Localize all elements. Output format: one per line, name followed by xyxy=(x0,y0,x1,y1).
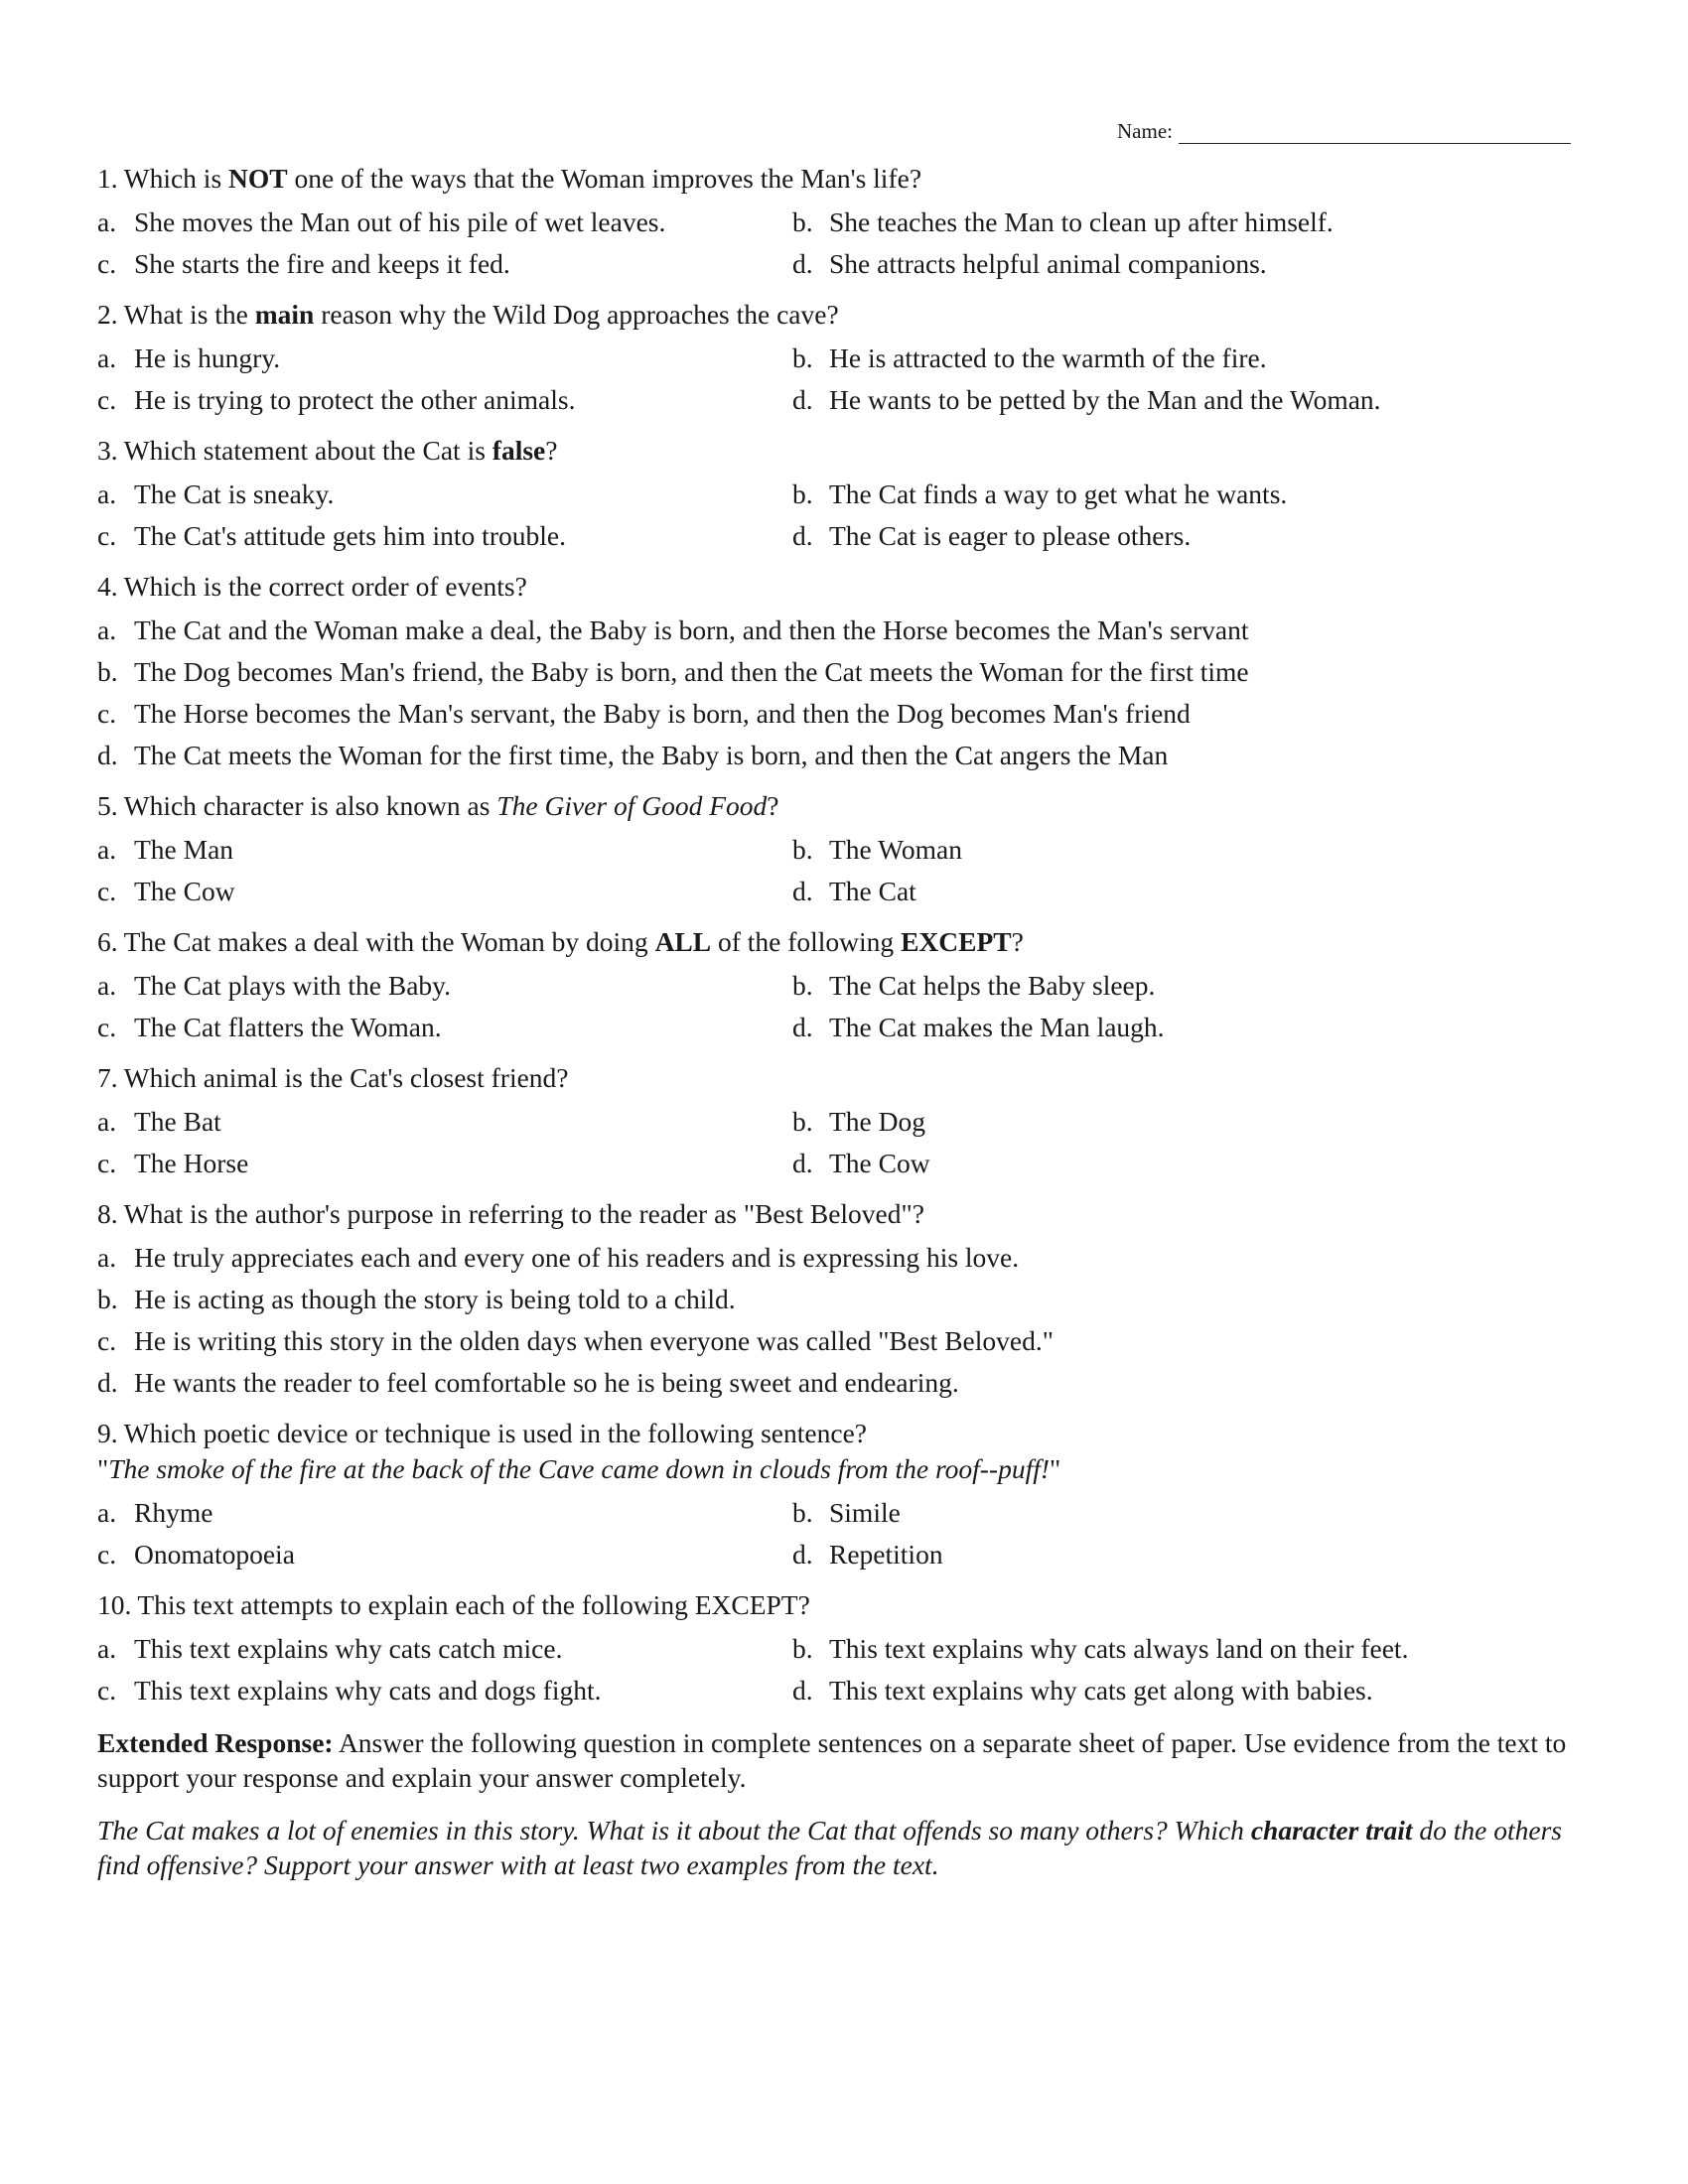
answer-option[interactable]: a. He truly appreciates each and every one of his readers and is expressing his love. xyxy=(97,1242,1020,1273)
answer-option[interactable]: d. The Cat meets the Woman for the first time, the Baby is born, and then the Cat angers the Man xyxy=(97,740,1169,770)
question-text: 6. The Cat makes a deal with the Woman by doing ALL of the following EXCEPT? xyxy=(97,926,1024,957)
answer-option[interactable]: d. The Cat xyxy=(792,876,916,906)
answer-option[interactable]: c. The Cow xyxy=(97,876,235,906)
question-text: 7. Which animal is the Cat's closest friend? xyxy=(97,1062,569,1093)
answer-option[interactable]: c. He is writing this story in the olden days when everyone was called "Best Beloved." xyxy=(97,1325,1054,1356)
answer-options xyxy=(97,478,1597,553)
name-blank-line[interactable] xyxy=(1179,123,1571,144)
answer-option[interactable]: b. The Cat helps the Baby sleep. xyxy=(792,970,1156,1001)
question-10 xyxy=(97,1588,1597,1707)
question-8 xyxy=(97,1197,1597,1400)
answer-option[interactable]: a. Rhyme xyxy=(97,1497,213,1528)
answer-option[interactable]: b. The Dog xyxy=(792,1106,925,1137)
answer-option[interactable]: d. She attracts helpful animal companions. xyxy=(792,248,1267,279)
answer-option[interactable]: d. He wants to be petted by the Man and the Woman. xyxy=(792,384,1381,415)
answer-options xyxy=(97,1496,1597,1571)
answer-options xyxy=(97,341,1597,417)
quoted-sentence: "The smoke of the fire at the back of the Cave came down in clouds from the roof--puff!" xyxy=(97,1453,1061,1484)
answer-option[interactable]: b. The Dog becomes Man's friend, the Baby is born, and then the Cat meets the Woman for the first time xyxy=(97,656,1249,687)
answer-option[interactable]: d. The Cat is eager to please others. xyxy=(792,520,1192,551)
answer-option[interactable]: a. This text explains why cats catch mice. xyxy=(97,1633,563,1664)
answer-option[interactable]: b. He is acting as though the story is being told to a child. xyxy=(97,1284,736,1314)
answer-option[interactable]: c. The Cat's attitude gets him into trouble. xyxy=(97,520,566,551)
question-text: 1. Which is NOT one of the ways that the Woman improves the Man's life? xyxy=(97,163,922,194)
question-text: 4. Which is the correct order of events? xyxy=(97,571,527,602)
question-1 xyxy=(97,162,1597,281)
question-text: 10. This text attempts to explain each of the following EXCEPT? xyxy=(97,1589,810,1620)
question-2 xyxy=(97,298,1597,417)
answer-option[interactable]: a. The Man xyxy=(97,834,234,865)
worksheet-body xyxy=(97,162,1597,1882)
answer-option[interactable]: b. The Cat finds a way to get what he wants. xyxy=(792,478,1288,509)
answer-option[interactable]: c. The Cat flatters the Woman. xyxy=(97,1012,442,1042)
question-text: 3. Which statement about the Cat is false? xyxy=(97,435,558,466)
answer-option[interactable]: a. The Bat xyxy=(97,1106,221,1137)
question-5 xyxy=(97,789,1597,908)
answer-option[interactable]: c. The Horse xyxy=(97,1148,249,1178)
question-3 xyxy=(97,434,1597,553)
answer-option[interactable]: d. The Cow xyxy=(792,1148,930,1178)
answer-option[interactable]: a. He is hungry. xyxy=(97,342,281,373)
question-4 xyxy=(97,570,1597,772)
extended-response xyxy=(97,1725,1597,1882)
answer-option[interactable]: d. This text explains why cats get along with babies. xyxy=(792,1675,1373,1706)
answer-options xyxy=(97,1105,1597,1180)
answer-options xyxy=(97,205,1597,281)
answer-option[interactable]: d. The Cat makes the Man laugh. xyxy=(792,1012,1165,1042)
answer-option[interactable]: a. The Cat and the Woman make a deal, the Baby is born, and then the Horse becomes the Man's servant xyxy=(97,614,1249,645)
answer-option[interactable]: c. He is trying to protect the other animals. xyxy=(97,384,576,415)
answer-option[interactable]: a. She moves the Man out of his pile of wet leaves. xyxy=(97,206,666,237)
extended-prompt: The Cat makes a lot of enemies in this story. What is it about the Cat that offends so many others? Which character trait do the others find offensive? Support your answer with at least two examples from the text. xyxy=(97,1815,1563,1880)
question-9 xyxy=(97,1417,1597,1571)
answer-option[interactable]: b. The Woman xyxy=(792,834,962,865)
answer-option[interactable]: c. She starts the fire and keeps it fed. xyxy=(97,248,510,279)
answer-option[interactable]: a. The Cat plays with the Baby. xyxy=(97,970,451,1001)
name-label: Name: xyxy=(1117,119,1173,143)
answer-option[interactable]: c. The Horse becomes the Man's servant, the Baby is born, and then the Dog becomes Man's friend xyxy=(97,698,1191,729)
question-text: 2. What is the main reason why the Wild Dog approaches the cave? xyxy=(97,299,839,330)
answer-options xyxy=(97,614,1597,772)
answer-option[interactable]: c. Onomatopoeia xyxy=(97,1539,295,1570)
answer-option[interactable]: a. The Cat is sneaky. xyxy=(97,478,335,509)
answer-options xyxy=(97,1632,1597,1707)
name-field xyxy=(1117,119,1571,144)
answer-option[interactable]: d. He wants the reader to feel comfortable so he is being sweet and endearing. xyxy=(97,1367,959,1398)
question-text: 5. Which character is also known as The Giver of Good Food? xyxy=(97,790,779,821)
answer-option[interactable]: c. This text explains why cats and dogs fight. xyxy=(97,1675,602,1706)
answer-option[interactable]: d. Repetition xyxy=(792,1539,943,1570)
extended-instructions: Extended Response: Answer the following question in complete sentences on a separate sheet of paper. Use evidence from the text to support your response and explain your answer completely. xyxy=(97,1727,1567,1793)
answer-option[interactable]: b. She teaches the Man to clean up after himself. xyxy=(792,206,1334,237)
question-text: 8. What is the author's purpose in referring to the reader as "Best Beloved"? xyxy=(97,1198,924,1229)
answer-options xyxy=(97,833,1597,908)
answer-option[interactable]: b. He is attracted to the warmth of the fire. xyxy=(792,342,1267,373)
answer-option[interactable]: b. This text explains why cats always land on their feet. xyxy=(792,1633,1409,1664)
question-text: 9. Which poetic device or technique is used in the following sentence? xyxy=(97,1418,867,1448)
question-6 xyxy=(97,925,1597,1044)
answer-options xyxy=(97,1241,1597,1400)
answer-option[interactable]: b. Simile xyxy=(792,1497,901,1528)
extended-label: Extended Response: xyxy=(97,1727,334,1758)
answer-options xyxy=(97,969,1597,1044)
question-7 xyxy=(97,1061,1597,1180)
